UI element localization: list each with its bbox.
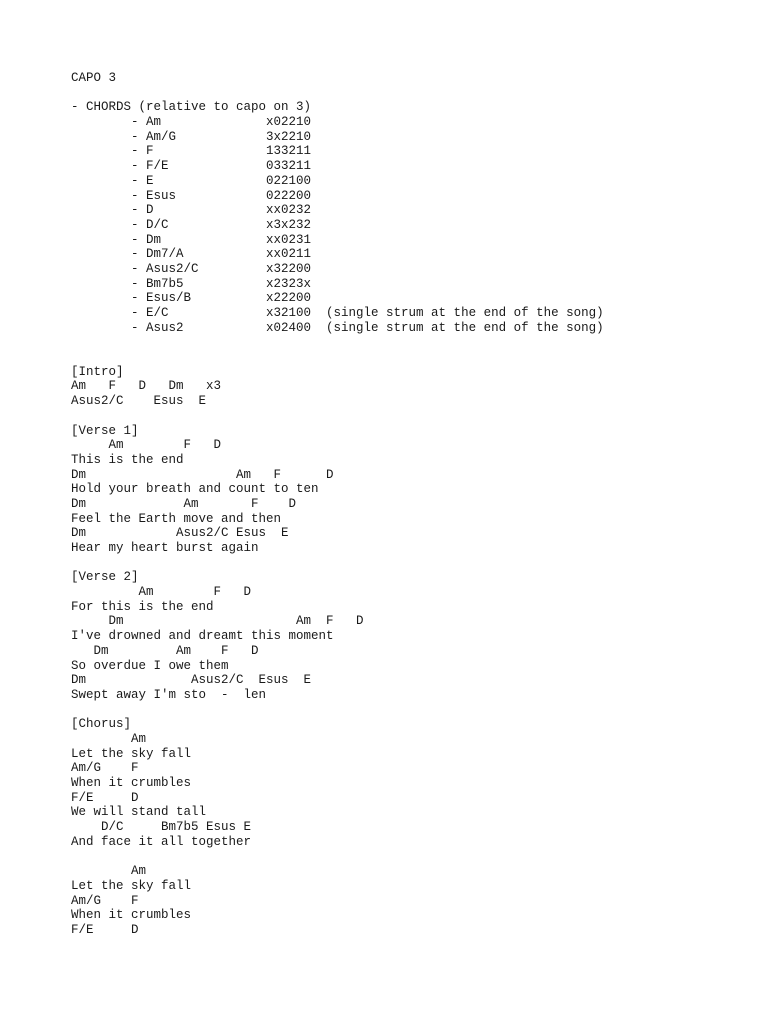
chord-sheet [71,71,751,938]
text-line: - F/E 033211 [71,159,312,174]
text-line [71,703,751,718]
text-line: Dm Am F D [71,467,334,482]
text-line: [Chorus] [71,717,132,732]
text-line: When it crumbles [71,776,192,790]
text-line: - Am/G 3x2210 [71,129,312,144]
text-line [71,556,751,571]
text-line: - Asus2 x02400 (single strum at the end of the song) [71,320,604,335]
text-line [71,409,751,424]
text-line [71,849,751,864]
text-line: And face it all together [71,834,252,849]
text-line: - D xx0232 [71,203,312,218]
text-line: Am/G F [71,761,139,776]
text-line: We will stand tall [71,805,207,820]
text-line: Hear my heart burst again [71,541,259,555]
text-line: Dm Am F D [71,496,297,511]
text-line: - Esus/B x22200 [71,291,312,306]
text-line: - Esus 022200 [71,188,312,203]
text-line: When it crumbles [71,908,192,923]
text-line: [Verse 2] [71,570,139,585]
text-line: - D/C x3x232 [71,217,312,232]
text-line: Dm Asus2/C Esus E [71,673,312,688]
text-line: Am [71,731,147,746]
text-line: So overdue I owe them [71,658,229,673]
text-line: Dm Am F D [71,643,259,658]
text-line: Asus2/C Esus E [71,394,207,409]
text-line: Let the sky fall [71,746,192,761]
text-line: Let the sky fall [71,878,192,893]
text-line: Am/G F [71,893,139,908]
text-line: - Am x02210 [71,115,312,130]
text-line: Am [71,864,147,879]
text-line: For this is the end [71,599,214,614]
text-line: Am F D Dm x3 [71,379,222,394]
text-line [71,86,751,101]
text-line: - E/C x32100 (single strum at the end of the song) [71,306,604,320]
text-line: - Dm xx0231 [71,232,312,247]
text-line: F/E D [71,790,139,805]
text-line: [Intro] [71,364,124,379]
text-line: - F 133211 [71,144,312,159]
text-line: Dm Am F D [71,614,364,629]
text-line: - Asus2/C x32200 [71,261,312,276]
text-line: Am F D [71,438,222,453]
text-line: Swept away I'm sto - len [71,687,267,702]
text-line: CAPO 3 [71,71,117,85]
text-line: I've drowned and dreamt this moment [71,629,334,644]
text-line: Dm Asus2/C Esus E [71,526,289,541]
text-line: - Dm7/A xx0211 [71,247,312,262]
text-line [71,335,751,350]
text-line: Am F D [71,585,252,600]
text-line: Feel the Earth move and then [71,511,282,526]
text-line: - Bm7b5 x2323x [71,276,312,291]
text-line: Hold your breath and count to ten [71,482,319,497]
text-line [71,350,751,365]
text-line: [Verse 1] [71,423,139,438]
text-line: - CHORDS (relative to capo on 3) [71,100,312,115]
text-line: D/C Bm7b5 Esus E [71,820,252,835]
text-line: - E 022100 [71,173,312,188]
text-line: This is the end [71,452,184,467]
text-line: F/E D [71,922,139,937]
